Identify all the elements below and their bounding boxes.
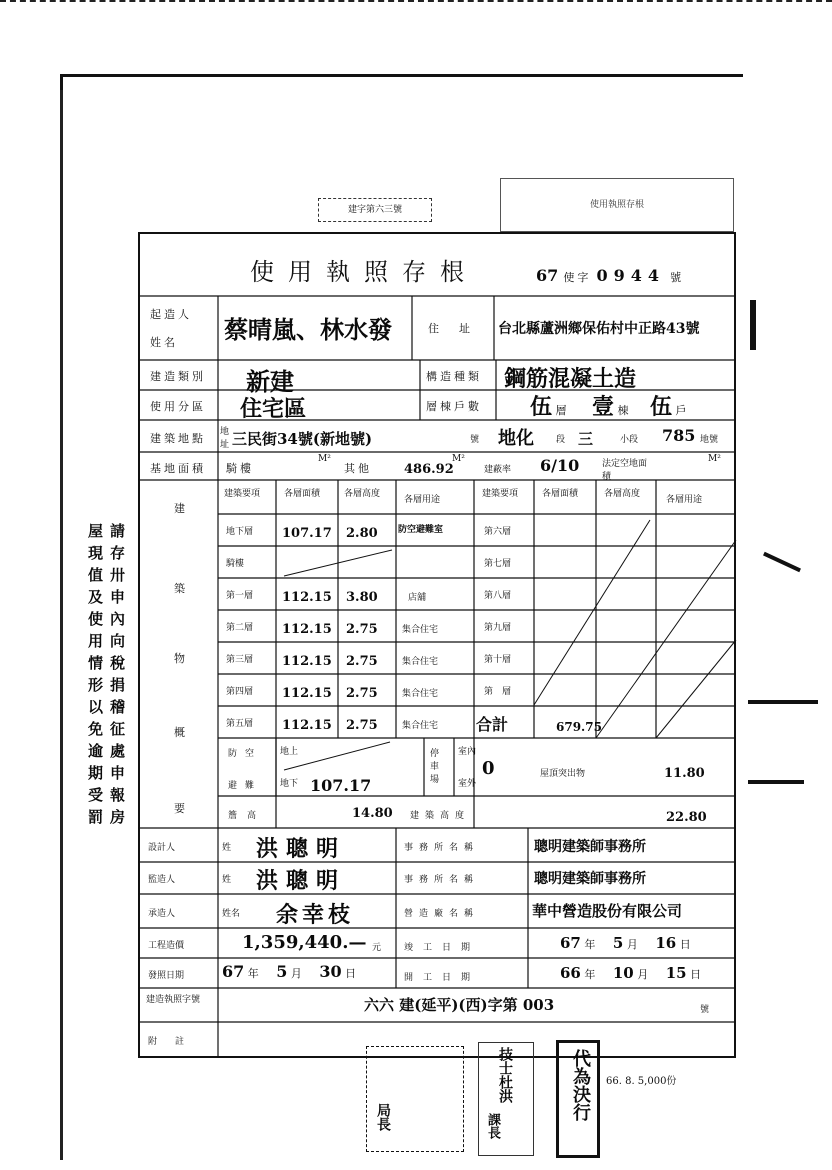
parking-count: 0: [482, 758, 495, 779]
floor-height: 2.75: [346, 654, 378, 669]
note-char: 請: [110, 522, 126, 540]
left-margin-note: [88, 520, 158, 840]
approver-seal: [366, 1046, 464, 1152]
floor-area: 112.15: [282, 686, 332, 701]
shelter-below-value: 107.17: [310, 776, 372, 795]
floor-use: 集合住宅: [402, 721, 439, 731]
note-char: 形: [88, 676, 104, 694]
approver-name: 技士杜洪: [497, 1047, 513, 1103]
owner-label-top: 起造人: [150, 308, 192, 321]
chief-stamp: [478, 1042, 534, 1156]
shelter-label-1: 防空: [228, 749, 263, 759]
number-suffix: 號: [670, 271, 685, 284]
floor-name: 第四層: [226, 687, 254, 697]
note-char: 稽: [110, 698, 126, 716]
other-label: 其他: [344, 462, 372, 475]
issue-day: 30: [319, 962, 342, 981]
households-count: 伍: [650, 394, 673, 420]
number-value: 0944: [596, 266, 665, 285]
day-unit: 日: [345, 967, 357, 980]
bldg-count: 壹: [592, 394, 615, 420]
floor-use: 店舖: [408, 593, 427, 603]
note-char: 卅: [110, 566, 126, 584]
note-char: 及: [88, 588, 104, 606]
section-value: 三: [578, 430, 594, 448]
designer-name-label: 姓: [222, 843, 232, 853]
note-char: 受: [88, 786, 104, 804]
base-area-label: 基地面積: [150, 462, 206, 475]
footer-print: 66. 8. 5,000份: [606, 1076, 677, 1087]
start-day: 15: [665, 964, 687, 982]
cost-value: 1,359,440.—: [242, 932, 367, 953]
contractor-name-label: 姓名: [222, 909, 241, 919]
floor-area: 112.15: [282, 622, 332, 637]
month-unit: 月: [626, 938, 638, 951]
site-prefix: 地址: [220, 427, 230, 450]
owner-address-label: 住址: [428, 322, 490, 335]
floor-name: 第八層: [484, 591, 512, 601]
cost-unit: 元: [372, 943, 382, 953]
note-char: 期: [88, 764, 104, 782]
floor-name: 第五層: [226, 719, 254, 729]
permit-label: 建造執照字號: [146, 995, 201, 1005]
zone-label: 使用分區: [150, 400, 206, 413]
day-unit: 日: [690, 968, 702, 981]
eave-height-label: 簷高: [228, 811, 267, 821]
start-month: 10: [612, 964, 634, 982]
designer-role: 設計人: [148, 843, 176, 853]
floor-name: 第三層: [226, 655, 254, 665]
floor-name: 第 層: [484, 687, 512, 697]
delegate-seal-text: 代為決行: [570, 1049, 591, 1121]
head-area-right: 各層面積: [542, 489, 579, 499]
floor-height: 2.80: [346, 526, 378, 541]
head-height-left: 各層高度: [344, 489, 381, 499]
number-prefix: 67: [536, 266, 559, 285]
contractor-office-label: 營造廠名稱: [404, 909, 480, 919]
table-row: [218, 514, 474, 546]
bldg-height-label: 建築高度: [410, 811, 471, 821]
note-char: 申: [110, 764, 126, 782]
month-unit: 月: [637, 968, 649, 981]
total-value: 679.75: [556, 720, 602, 734]
start-date: [560, 964, 701, 982]
note-char: 現: [88, 544, 104, 562]
note-char: 存: [110, 544, 126, 562]
right-edge-bleed: [742, 280, 832, 920]
designer-office: 聰明建築師事務所: [534, 839, 646, 855]
side-char: 物: [174, 652, 188, 665]
households-unit: 戶: [675, 404, 687, 417]
site-value: 三民街34號(新地號): [232, 430, 373, 448]
month-unit: 月: [290, 967, 302, 980]
supervisor-name: 洪聰明: [256, 868, 347, 894]
floor-height: 2.75: [346, 718, 378, 733]
start-label: 開工日期: [404, 973, 481, 983]
completion-label: 竣工日期: [404, 943, 481, 953]
floor-name: 騎樓: [226, 559, 245, 569]
supervisor-office-label: 事務所名稱: [404, 875, 480, 885]
delegate-seal: [556, 1040, 600, 1158]
top-stamp-right-text: 使用執照存根: [589, 200, 644, 210]
dept-head-label: 課長: [485, 1113, 500, 1139]
note-char: 申: [110, 588, 126, 606]
note-char: 報: [110, 786, 126, 804]
roof-value: 11.80: [664, 766, 705, 781]
floor-use: 集合住宅: [402, 657, 439, 667]
floor-name: 第六層: [484, 527, 512, 537]
note-char: 免: [88, 720, 104, 738]
eave-height-value: 14.80: [352, 806, 393, 821]
supervisor-name-label: 姓: [222, 875, 232, 885]
day-unit: 日: [679, 938, 691, 951]
parking-indoor: 室內: [458, 747, 477, 757]
floor-height: 2.75: [346, 622, 378, 637]
completion-day: 16: [655, 934, 677, 952]
start-year: 66: [560, 964, 581, 982]
issue-date: [222, 962, 356, 981]
contractor-role: 承造人: [148, 909, 176, 919]
floor-name: 第一層: [226, 591, 254, 601]
bldg-height-value: 22.80: [666, 810, 707, 825]
head-item-right: 建築要項: [482, 489, 519, 499]
note-char: 罰: [88, 808, 104, 826]
doc-title: 使用執照存根: [250, 258, 478, 286]
note-char: 以: [88, 698, 104, 716]
shelter-above: 地上: [280, 747, 299, 757]
issue-year: 67: [222, 962, 245, 981]
floor-height: 3.80: [346, 590, 378, 605]
note-char: 捐: [110, 676, 126, 694]
parking-label: 停車場: [430, 749, 440, 785]
issue-month: 5: [276, 962, 288, 981]
other-unit: M²: [452, 454, 465, 464]
side-char: 築: [174, 582, 188, 595]
legal-open-unit: M²: [708, 454, 721, 464]
completion-year: 67: [560, 934, 581, 952]
bureau-label: 局長: [375, 1103, 391, 1131]
note-char: 房: [110, 808, 126, 826]
side-char: 概: [174, 726, 188, 739]
lot-number-unit: 地號: [700, 435, 719, 445]
head-use-left: 各層用途: [404, 495, 441, 505]
subsection-label: 小段: [620, 435, 639, 445]
floor-area: 107.17: [282, 526, 332, 541]
section-label: 段: [556, 435, 566, 445]
floors-count: 伍: [530, 394, 553, 420]
note-char: 逾: [88, 742, 104, 760]
contractor-office: 華中營造股份有限公司: [532, 902, 683, 920]
table-row: [218, 642, 474, 674]
owner-label-bottom: 姓名: [150, 336, 178, 349]
head-item-left: 建築要項: [224, 489, 261, 499]
floor-name: 第十層: [484, 655, 512, 665]
head-use-right: 各層用途: [666, 495, 703, 505]
note-label: 附註: [148, 1037, 203, 1047]
note-char: 值: [88, 566, 104, 584]
build-cat-label: 建造類別: [150, 370, 206, 383]
year-unit: 年: [584, 968, 596, 981]
floor-use: 集合住宅: [402, 689, 439, 699]
floors-unit: 層: [555, 404, 567, 417]
designer-office-label: 事務所名稱: [404, 843, 480, 853]
other-value: 486.92: [404, 462, 454, 477]
owner-address: 台北縣蘆洲鄉保佑村中正路43號: [498, 321, 700, 337]
roof-label: 屋頂突出物: [540, 769, 586, 779]
year-unit: 年: [584, 938, 596, 951]
top-stamp-left-text: 建字第六三號: [347, 205, 402, 215]
legal-open-label: 法定空地面積: [602, 459, 648, 482]
cost-label: 工程造價: [148, 941, 185, 951]
note-char: 處: [110, 742, 126, 760]
floor-name: 第二層: [226, 623, 254, 633]
floors-bldg-households: [530, 390, 736, 421]
table-row: [218, 578, 474, 610]
table-row: [218, 706, 474, 738]
table-row: [218, 674, 474, 706]
floor-name: 第九層: [484, 623, 512, 633]
lot-label: 號: [470, 435, 480, 445]
owner-name: 蔡晴嵐、林水發: [224, 315, 392, 344]
side-char: 要: [174, 802, 188, 815]
note-char: 稅: [110, 654, 126, 672]
completion-month: 5: [612, 934, 624, 952]
bldg-unit: 棟: [617, 404, 629, 417]
floor-name: 地下層: [226, 527, 254, 537]
coverage-label: 建蔽率: [484, 465, 512, 475]
shelter-label-2: 避難: [228, 781, 263, 791]
build-cat-value: 新建: [246, 367, 294, 396]
head-area-left: 各層面積: [284, 489, 321, 499]
floor-area: 112.15: [282, 590, 332, 605]
floor-use: 防空避難室: [398, 525, 444, 535]
completion-date: [560, 934, 691, 952]
lot-value: 地化: [498, 428, 534, 449]
floors-label: 層棟戶數: [426, 400, 482, 413]
floor-name: 第七層: [484, 559, 512, 569]
permit-suffix: 號: [700, 1005, 710, 1015]
arcade-label: 騎樓: [226, 462, 254, 475]
note-char: 內: [110, 610, 126, 628]
lot-number: 785: [662, 426, 696, 445]
head-height-right: 各層高度: [604, 489, 641, 499]
issue-label: 發照日期: [148, 971, 185, 981]
contractor-name: 余幸枝: [276, 902, 355, 928]
struct-label: 構造種類: [426, 370, 482, 383]
coverage-value: 6/10: [540, 456, 580, 475]
floor-area: 112.15: [282, 654, 332, 669]
permit-value: 六六 建(延平)(西)字第 003: [364, 996, 555, 1014]
struct-value: 鋼筋混凝土造: [504, 366, 637, 392]
floor-height: 2.75: [346, 686, 378, 701]
supervisor-office: 聰明建築師事務所: [534, 871, 646, 887]
shelter-below: 地下: [280, 779, 299, 789]
arcade-unit: M²: [318, 454, 331, 464]
year-unit: 年: [247, 967, 259, 980]
table-row: [218, 610, 474, 642]
note-char: 征: [110, 720, 126, 738]
note-char: 屋: [88, 522, 104, 540]
table-row: [218, 546, 474, 578]
parking-outdoor: 室外: [458, 779, 477, 789]
site-label: 建築地點: [150, 432, 206, 445]
supervisor-role: 監造人: [148, 875, 176, 885]
note-char: 用: [88, 632, 104, 650]
zone-value: 住宅區: [240, 396, 307, 422]
number-mid: 使字: [563, 271, 592, 284]
note-char: 使: [88, 610, 104, 628]
note-char: 向: [110, 632, 126, 650]
floor-area: 112.15: [282, 718, 332, 733]
designer-name: 洪聰明: [256, 836, 347, 862]
note-char: 情: [88, 654, 104, 672]
side-vertical-group: [150, 500, 210, 820]
floor-use: 集合住宅: [402, 625, 439, 635]
total-label: 合計: [476, 715, 509, 734]
side-char: 建: [174, 502, 188, 515]
